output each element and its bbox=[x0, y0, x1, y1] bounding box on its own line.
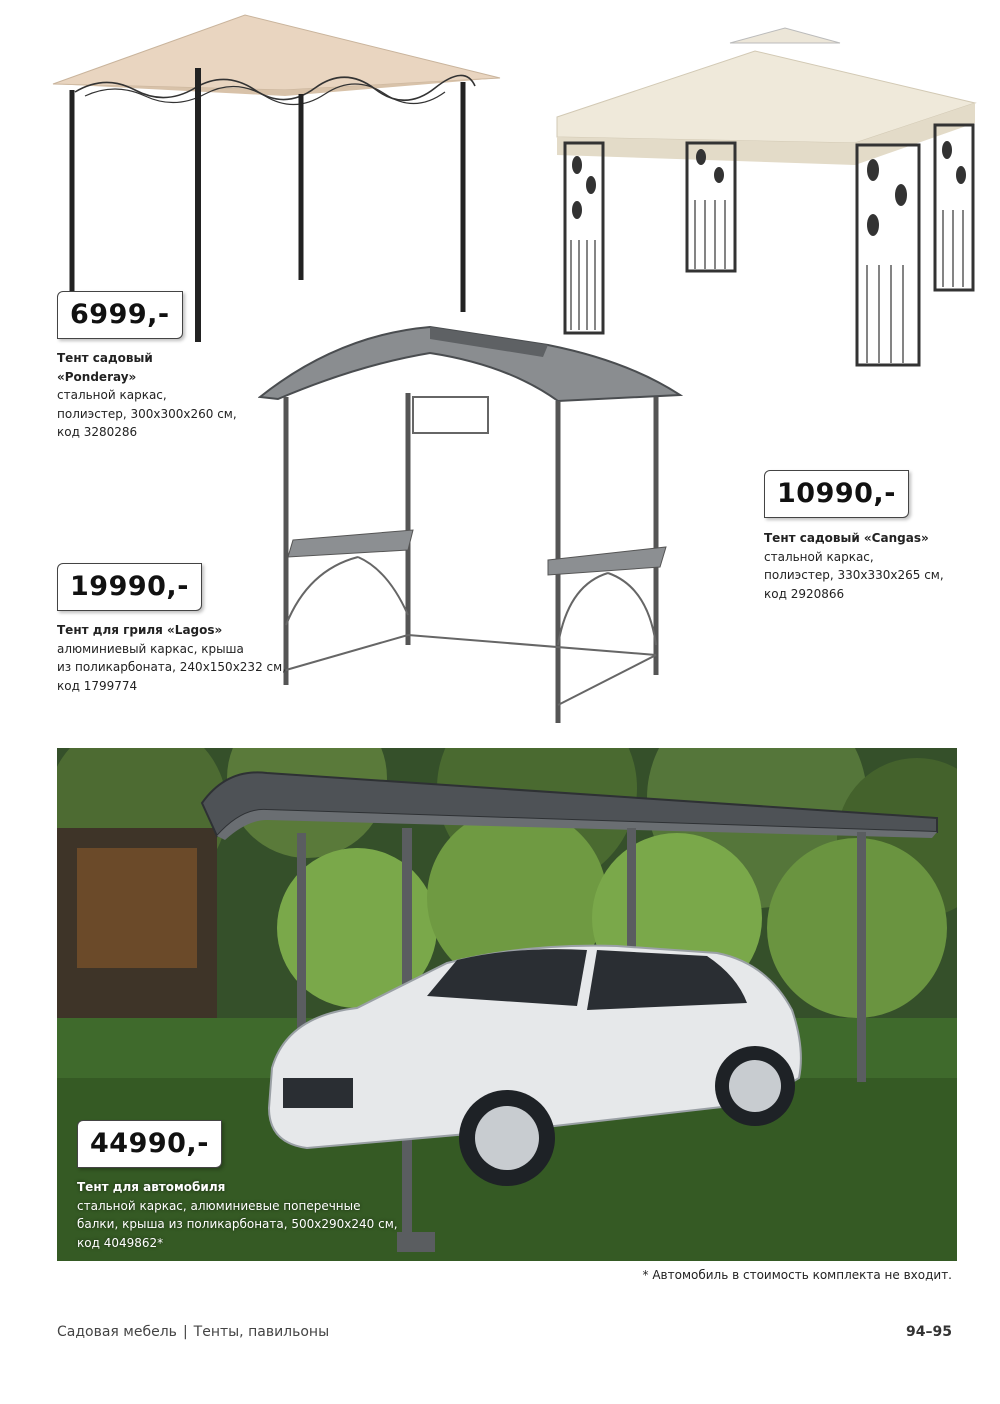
product-code: код 1799774 bbox=[57, 678, 138, 693]
price-tag-lagos: 19990,- bbox=[57, 563, 202, 611]
cangas-description bbox=[764, 529, 944, 603]
product-spec: полиэстер, 300x300x260 см, bbox=[57, 406, 237, 421]
product-title: Тент для гриля «Lagos» bbox=[57, 623, 223, 637]
product-spec: стальной каркас, алюминиевые поперечные bbox=[77, 1198, 361, 1213]
page-numbers: 94–95 bbox=[906, 1324, 952, 1340]
product-spec: алюминиевый каркас, крыша bbox=[57, 641, 244, 656]
lagos-grill-tent-image bbox=[258, 325, 683, 725]
footnote: * Автомобиль в стоимость комплекта не входит. bbox=[642, 1268, 952, 1282]
footer-section bbox=[57, 1324, 329, 1340]
product-spec: из поликарбоната, 240x150x232 см, bbox=[57, 660, 286, 674]
ponderay-description bbox=[57, 349, 237, 442]
product-code: код 4049862* bbox=[77, 1235, 164, 1250]
product-title: Тент садовый bbox=[57, 351, 153, 365]
price-tag-ponderay: 6999,- bbox=[57, 291, 183, 339]
product-spec: полиэстер, 330x330x265 см, bbox=[764, 568, 944, 582]
carport-description bbox=[77, 1178, 398, 1252]
footer-section-name: Садовая мебель bbox=[57, 1324, 177, 1340]
footer-subsection-name: Тенты, павильоны bbox=[193, 1324, 330, 1340]
product-code: код 3280286 bbox=[57, 425, 138, 439]
product-title: «Ponderay» bbox=[57, 369, 137, 384]
product-spec: балки, крыша из поликарбоната, 500x290x240 см, bbox=[77, 1217, 398, 1231]
product-spec: стальной каркас, bbox=[764, 549, 874, 564]
product-title: Тент для автомобиля bbox=[77, 1180, 226, 1194]
product-code: код 2920866 bbox=[764, 586, 845, 601]
product-title: Тент садовый «Cangas» bbox=[764, 531, 929, 545]
cangas-gazebo-image bbox=[555, 25, 980, 367]
footer-separator: | bbox=[182, 1324, 188, 1340]
lagos-description bbox=[57, 621, 286, 695]
carport-photo bbox=[57, 748, 957, 1261]
price-tag-cangas: 10990,- bbox=[764, 470, 909, 518]
price-tag-carport: 44990,- bbox=[77, 1120, 222, 1168]
product-spec: стальной каркас, bbox=[57, 388, 167, 402]
